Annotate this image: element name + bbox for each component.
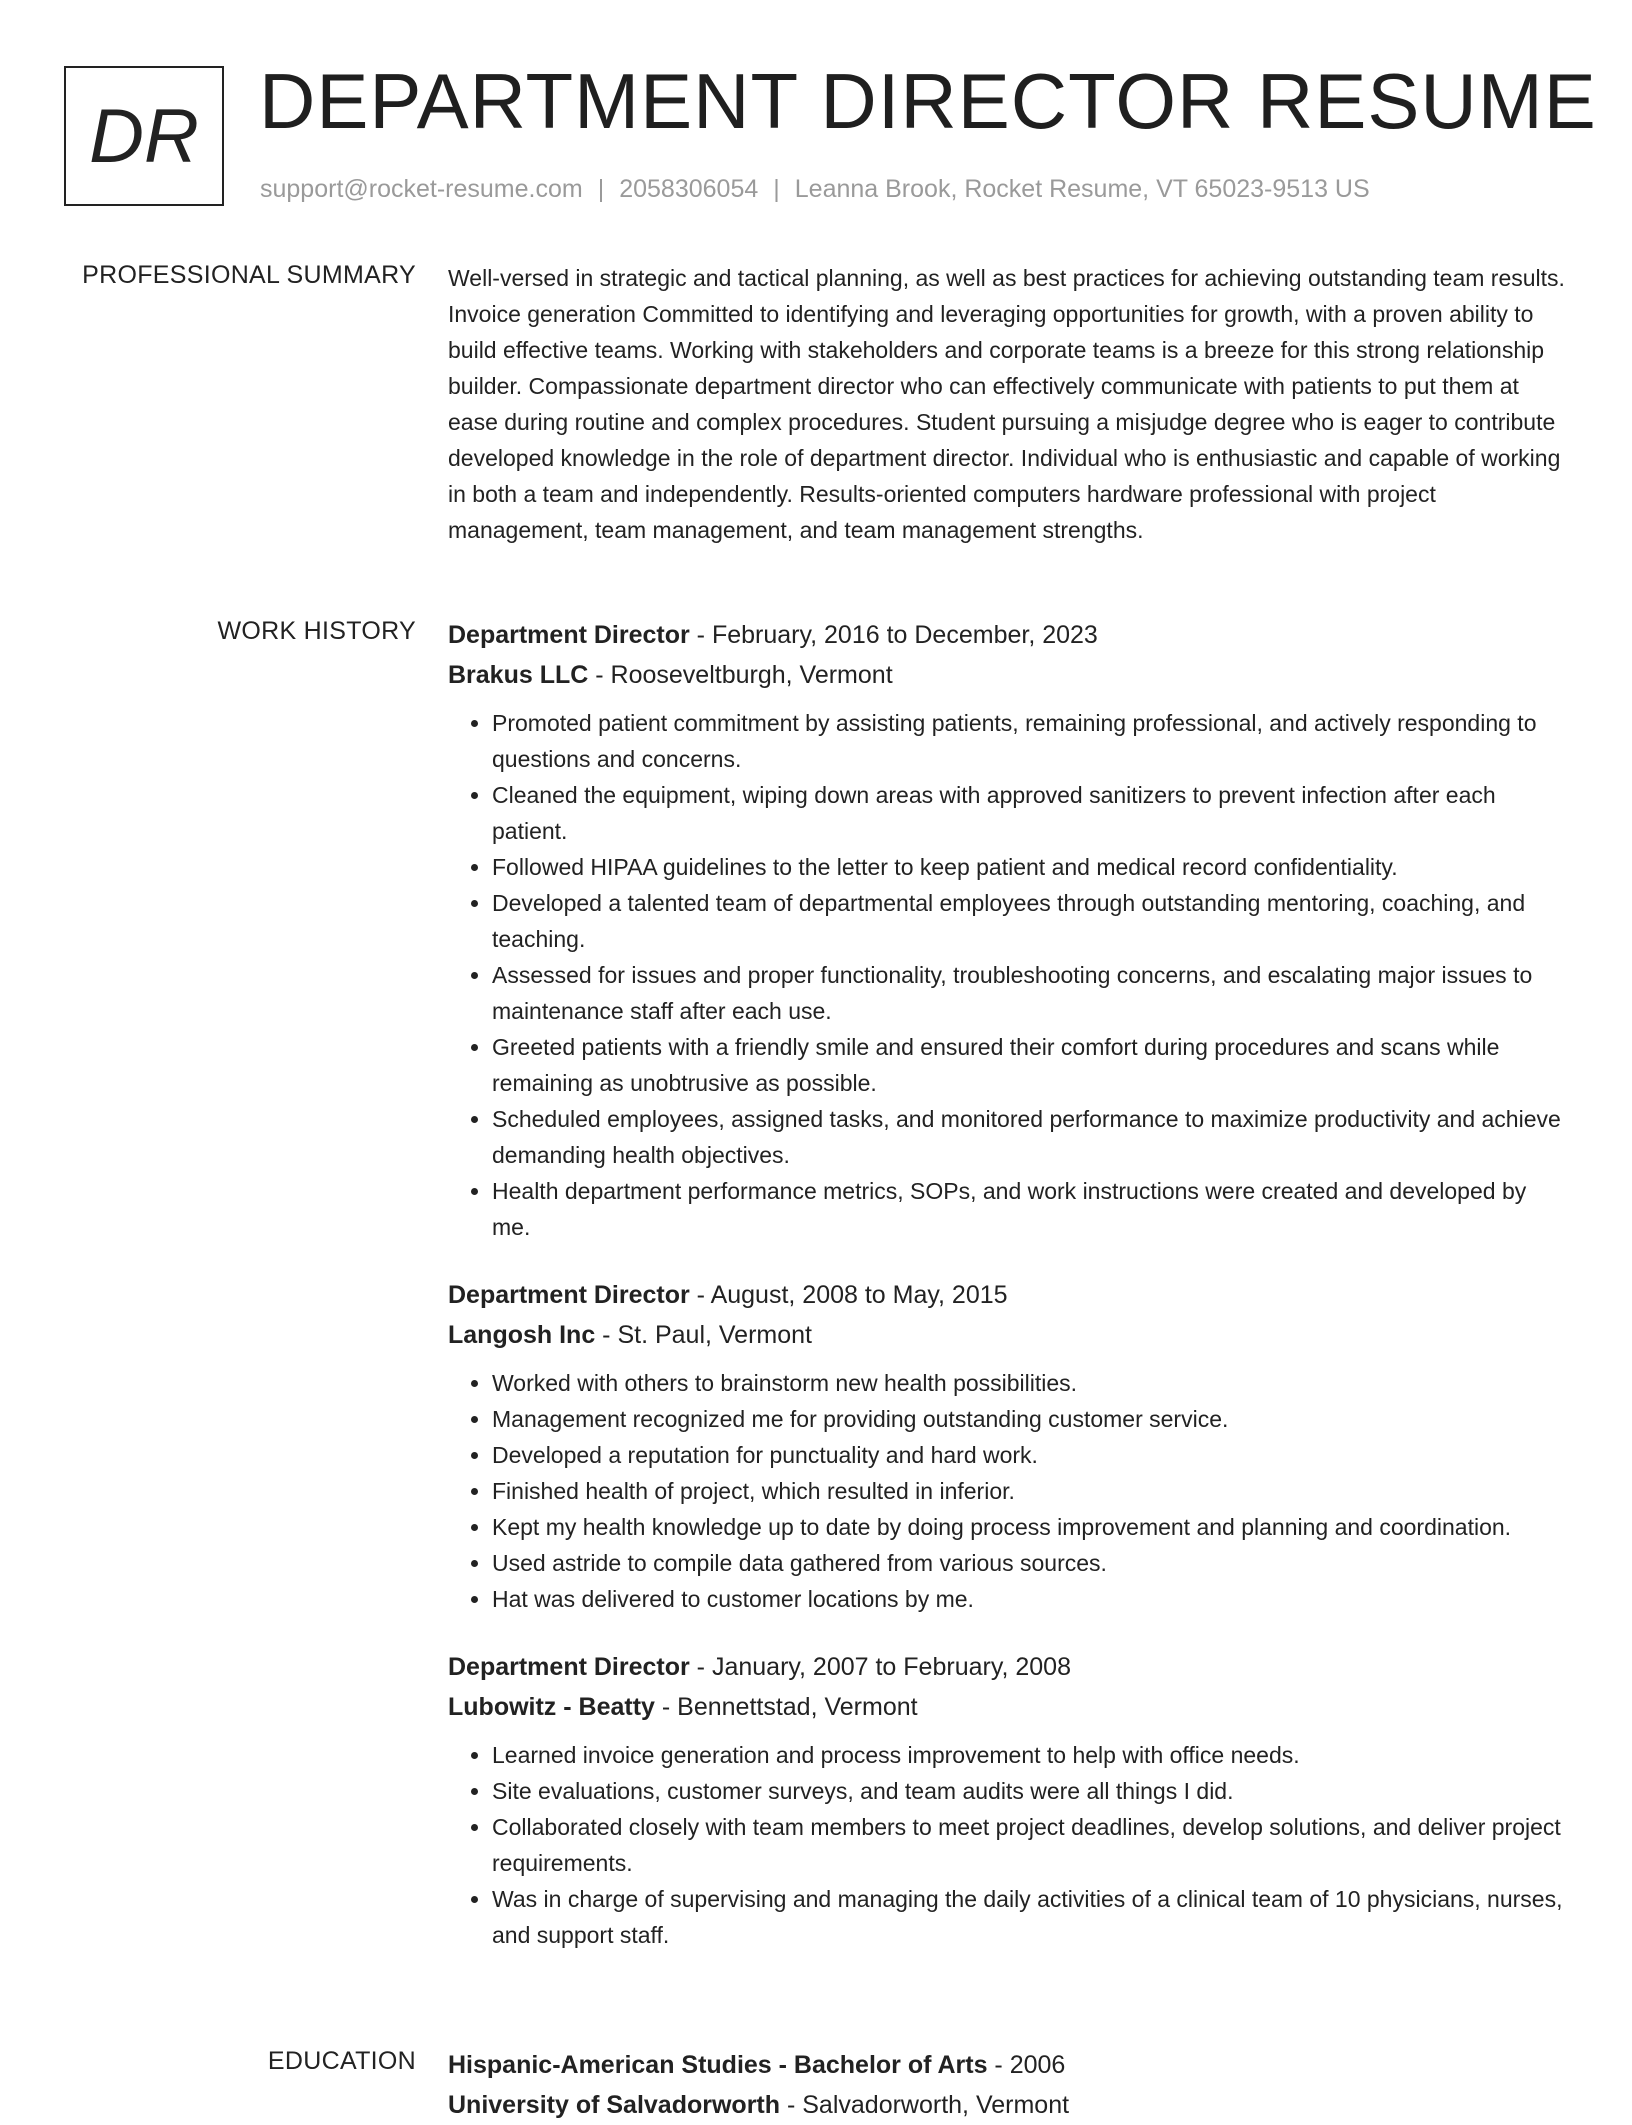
list-item: • Assessed for issues and proper functionality, troubleshooting concerns, and escalating major issues to maintenance staff after each use.: [492, 957, 1568, 1029]
job-bullets: [448, 705, 1568, 1245]
job-bullets: [448, 1365, 1568, 1617]
job-title-line: [448, 1275, 1568, 1315]
list-item: • Site evaluations, customer surveys, and team audits were all things I did.: [492, 1773, 1568, 1809]
list-item: • Developed a talented team of departmental employees through outstanding mentoring, coaching, and teaching.: [492, 885, 1568, 957]
list-item: • Health department performance metrics, SOPs, and work instructions were created and developed by me.: [492, 1173, 1568, 1245]
list-item: • Was in charge of supervising and managing the daily activities of a clinical team of 10 physicians, nurses, and support staff.: [492, 1881, 1568, 1953]
summary-body: [448, 260, 1568, 548]
list-item: • Developed a reputation for punctuality and hard work.: [492, 1437, 1568, 1473]
job-location: - Rooseveltburgh, Vermont: [588, 661, 893, 689]
contact-email: support@rocket-resume.com: [260, 175, 583, 203]
list-item: • Worked with others to brainstorm new health possibilities.: [492, 1365, 1568, 1401]
list-item: • Collaborated closely with team members to meet project deadlines, develop solutions, and deliver project requirements.: [492, 1809, 1568, 1881]
list-item: • Hat was delivered to customer locations by me.: [492, 1581, 1568, 1617]
job-entry: [448, 1647, 1568, 1953]
job-dates: - February, 2016 to December, 2023: [689, 621, 1098, 649]
job-company: Langosh Inc: [448, 1321, 596, 1349]
contact-address: Leanna Brook, Rocket Resume, VT 65023-9513 US: [794, 175, 1370, 203]
contact-phone: 2058306054: [619, 175, 759, 203]
resume-title: DEPARTMENT DIRECTOR RESUME: [259, 57, 1597, 145]
job-company-line: [448, 1315, 1568, 1355]
degree: Hispanic-American Studies - Bachelor of Arts: [448, 2051, 988, 2079]
list-item: • Promoted patient commitment by assisting patients, remaining professional, and actively responding to questions and concerns.: [492, 705, 1568, 777]
list-item: • Learned invoice generation and process improvement to help with office needs.: [492, 1737, 1568, 1773]
job-title: Department Director: [448, 621, 690, 649]
job-dates: - August, 2008 to May, 2015: [689, 1281, 1008, 1309]
job-title-line: [448, 615, 1568, 655]
job-entry: [448, 1275, 1568, 1617]
degree-line: [448, 2045, 1568, 2085]
job-location: - St. Paul, Vermont: [595, 1321, 812, 1349]
monogram: DR: [64, 66, 224, 206]
school-line: [448, 2085, 1568, 2125]
list-item: • Kept my health knowledge up to date by doing process improvement and planning and coordination.: [492, 1509, 1568, 1545]
job-title: Department Director: [448, 1281, 690, 1309]
list-item: • Followed HIPAA guidelines to the letter to keep patient and medical record confidentiality.: [492, 849, 1568, 885]
education-body: [448, 2045, 1568, 2125]
work-history-body: [448, 615, 1568, 1983]
graduation-year: - 2006: [987, 2051, 1066, 2079]
school-location: - Salvadorworth, Vermont: [780, 2091, 1070, 2119]
job-company-line: [448, 1687, 1568, 1727]
work-history-heading: WORK HISTORY: [217, 617, 416, 645]
school: University of Salvadorworth: [448, 2091, 781, 2119]
summary-heading: PROFESSIONAL SUMMARY: [82, 261, 416, 289]
education-heading: EDUCATION: [267, 2047, 416, 2075]
job-title: Department Director: [448, 1653, 690, 1681]
summary-text: Well-versed in strategic and tactical planning, as well as best practices for achieving outstanding team results. Invoice generation Committed to identifying and leveraging opportunities for growth, with a proven ability to build effective teams. Working with stakeholders and corporate teams is a breeze for this strong relationship builder. Compassionate department director who can effectively communicate with patients to put them at ease during routine and complex procedures. Student pursuing a misjudge degree who is eager to contribute developed knowledge in the role of department director. Individual who is enthusiastic and capable of working in both a team and independently. Results-oriented computers hardware professional with project management, team management, and team management strengths.: [448, 265, 1565, 543]
list-item: • Cleaned the equipment, wiping down areas with approved sanitizers to prevent infection after each patient.: [492, 777, 1568, 849]
list-item: • Greeted patients with a friendly smile and ensured their comfort during procedures and scans while remaining as unobtrusive as possible.: [492, 1029, 1568, 1101]
job-company: Lubowitz - Beatty: [448, 1693, 655, 1721]
list-item: • Used astride to compile data gathered from various sources.: [492, 1545, 1568, 1581]
job-company-line: [448, 655, 1568, 695]
job-title-line: [448, 1647, 1568, 1687]
list-item: • Management recognized me for providing outstanding customer service.: [492, 1401, 1568, 1437]
list-item: • Scheduled employees, assigned tasks, and monitored performance to maximize productivity and achieve demanding health objectives.: [492, 1101, 1568, 1173]
job-entry: [448, 615, 1568, 1245]
contact-line: [260, 175, 1370, 204]
job-location: - Bennettstad, Vermont: [654, 1693, 918, 1721]
job-dates: - January, 2007 to February, 2008: [689, 1653, 1071, 1681]
list-item: • Finished health of project, which resulted in inferior.: [492, 1473, 1568, 1509]
job-company: Brakus LLC: [448, 661, 589, 689]
job-bullets: [448, 1737, 1568, 1953]
contact-separator: |: [773, 175, 780, 203]
contact-separator: |: [597, 175, 605, 203]
